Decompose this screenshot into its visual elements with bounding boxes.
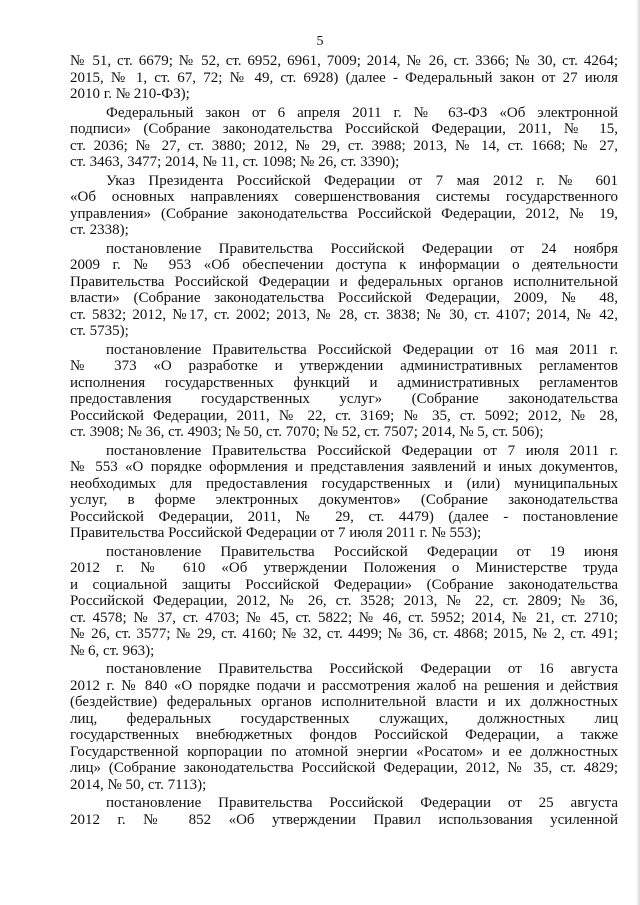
text-line: Федеральный закон от 6 апреля 2011 г. № 63-ФЗ «Об электронной xyxy=(106,104,618,121)
text-line: постановление Правительства Российской Федерации от 25 августа xyxy=(106,795,618,811)
text-line: лиц» (Собрание законодательства Российской Федерации, 2012, № 35, ст. 4829; xyxy=(70,760,618,776)
paragraph-resolution-610 xyxy=(70,544,618,660)
text-line: 2015, № 1, ст. 67, 72; № 49, ст. 6928) (далее - Федеральный закон от 27 июля xyxy=(70,69,618,86)
text-line: Правительства Российской Федерации от 7 июля 2011 г. № 553); xyxy=(70,525,482,541)
text-line: государственных внебюджетных фондов Российской Федерации, а также xyxy=(70,727,618,743)
text-line: Российской Федерации, 2011, № 22, ст. 3169; № 35, ст. 5092; 2012, № 28, xyxy=(70,407,618,424)
text-line: 2014, № 50, ст. 7113); xyxy=(70,776,207,793)
text-line: 2012 г. № 852 «Об утверждении Правил использования усиленной xyxy=(70,811,618,828)
text-line: 2012 г. № 610 «Об утверждении Положения о Министерстве труда xyxy=(70,560,618,576)
page-number: 5 xyxy=(316,34,324,49)
text-line: подписи» (Собрание законодательства Российской Федерации, 2011, № 15, xyxy=(70,121,618,137)
text-line: № 6, ст. 963); xyxy=(70,642,155,659)
text-line: постановление Правительства Российской Федерации от 24 ноября xyxy=(106,240,618,257)
text-line: № 373 «О разработке и утверждении административных регламентов xyxy=(70,358,618,374)
scan-edge-shadow xyxy=(636,0,640,905)
paragraph-continuation xyxy=(70,53,618,103)
document-body xyxy=(70,53,618,830)
text-line: 2012 г. № 840 «О порядке подачи и рассмотрения жалоб на решения и действия xyxy=(70,677,618,694)
text-line: Правительства Российской Федерации и федеральных органов исполнительной xyxy=(70,273,618,290)
text-line: № 26, ст. 3577; № 29, ст. 4160; № 32, ст. 4499; № 36, ст. 4868; 2015, № 2, ст. 491; xyxy=(70,626,618,642)
text-line: ст. 5832; 2012, №17, ст. 2002; 2013, № 28, ст. 3838; № 30, ст. 4107; 2014, № 42, xyxy=(70,306,618,323)
text-line: ст. 4578; № 37, ст. 4703; № 45, ст. 5822; № 46, ст. 5952; 2014, № 21, ст. 2710; xyxy=(70,609,618,626)
text-line: Российской Федерации, 2012, № 26, ст. 3528; 2013, № 22, ст. 2809; № 36, xyxy=(70,593,618,609)
text-line: услуг, в форме электронных документов» (Собрание законодательства xyxy=(70,492,618,508)
paragraph-federal-law-63fz xyxy=(70,105,618,171)
text-line: ст. 5735); xyxy=(70,323,129,339)
text-line: постановление Правительства Российской Федерации от 16 мая 2011 г. xyxy=(106,341,618,358)
paragraph-decree-601 xyxy=(70,173,618,239)
text-line: управления» (Собрание законодательства Российской Федерации, 2012, № 19, xyxy=(70,205,618,222)
text-line: № 553 «О порядке оформления и представления заявлений и иных документов, xyxy=(70,459,618,475)
paragraph-resolution-553 xyxy=(70,443,618,542)
text-line: Государственной корпорации по атомной энергии «Росатом» и ее должностных xyxy=(70,743,618,760)
text-line: необходимых для предоставления государственных и (или) муниципальных xyxy=(70,475,618,492)
text-line: ст. 2338); xyxy=(70,222,129,238)
text-line: власти» (Собрание законодательства Российской Федерации, 2009, № 48, xyxy=(70,290,618,306)
text-line: Российской Федерации, 2011, № 29, ст. 4479) (далее - постановление xyxy=(70,508,618,525)
text-line: постановление Правительства Российской Федерации от 16 августа xyxy=(106,661,618,677)
text-line: ст. 3908; № 36, ст. 4903; № 50, ст. 7070; № 52, ст. 7507; 2014, № 5, ст. 506); xyxy=(70,424,544,440)
paragraph-resolution-953 xyxy=(70,241,618,340)
text-line: исполнения государственных функций и административных регламентов xyxy=(70,374,618,391)
text-line: постановление Правительства Российской Федерации от 19 июня xyxy=(106,543,618,560)
paragraph-resolution-852 xyxy=(70,795,618,828)
text-line: предоставления государственных услуг» (Собрание законодательства xyxy=(70,391,618,407)
text-line: (бездействие) федеральных органов исполнительной власти и их должностных xyxy=(70,694,618,710)
text-line: № 51, ст. 6679; № 52, ст. 6952, 6961, 7009; 2014, № 26, ст. 3366; № 30, ст. 4264; xyxy=(70,53,618,69)
text-line: ст. 2036; № 27, ст. 3880; 2012, № 29, ст. 3988; 2013, № 14, ст. 1668; № 27, xyxy=(70,137,618,154)
text-line: «Об основных направлениях совершенствования системы государственного xyxy=(70,189,618,205)
text-line: лиц, федеральных государственных служащих, должностных лиц xyxy=(70,710,618,727)
text-line: и социальной защиты Российской Федерации» (Собрание законодательства xyxy=(70,576,618,593)
text-line: Указ Президента Российской Федерации от 7 мая 2012 г. № 601 xyxy=(106,172,618,189)
paragraph-resolution-373 xyxy=(70,342,618,441)
paragraph-resolution-840 xyxy=(70,661,618,793)
text-line: 2009 г. № 953 «Об обеспечении доступа к информации о деятельности xyxy=(70,257,618,273)
text-line: 2010 г. № 210-ФЗ); xyxy=(70,86,190,102)
text-line: ст. 3463, 3477; 2014, № 11, ст. 1098; № 26, ст. 3390); xyxy=(70,154,400,170)
text-line: постановление Правительства Российской Федерации от 7 июля 2011 г. xyxy=(106,442,618,459)
